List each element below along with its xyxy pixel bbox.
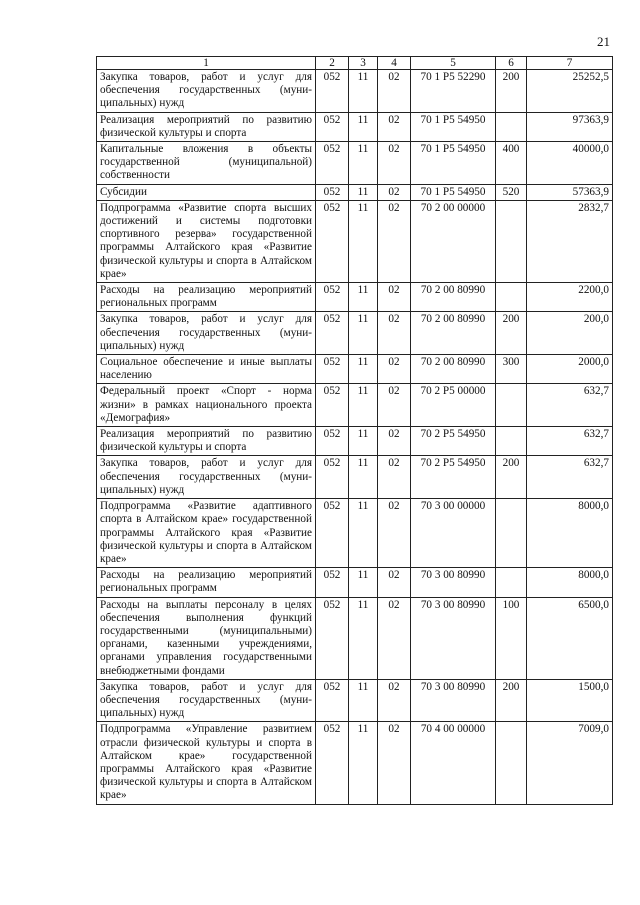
- row-subsection: 02: [378, 355, 411, 384]
- row-ministry-code: 052: [316, 283, 349, 312]
- row-amount: 632,7: [527, 456, 613, 499]
- row-amount: 6500,0: [527, 597, 613, 679]
- row-target-article: 70 3 00 80990: [411, 568, 496, 597]
- table-body: [97, 70, 613, 805]
- row-subsection: 02: [378, 568, 411, 597]
- row-ministry-code: 052: [316, 679, 349, 722]
- row-target-article: 70 3 00 80990: [411, 597, 496, 679]
- row-amount: 25252,5: [527, 70, 613, 113]
- row-subsection: 02: [378, 722, 411, 804]
- row-name: Подпрограмма «Развитие спорта высших достижений и системы подготовки спортивного резерва» государственной программы Алтайского края «Развитие физической культуры и спорта в Алтайском крае»: [97, 200, 316, 282]
- row-section: 11: [349, 283, 378, 312]
- row-target-article: 70 1 Р5 54950: [411, 184, 496, 200]
- row-expense-type: 300: [496, 355, 527, 384]
- row-amount: 200,0: [527, 312, 613, 355]
- row-ministry-code: 052: [316, 722, 349, 804]
- row-name: Реализация мероприятий по развитию физической культуры и спорта: [97, 112, 316, 141]
- row-name: Закупка товаров, работ и услуг для обеспечения государственных (муниципальных) нужд: [97, 679, 316, 722]
- row-name: Закупка товаров, работ и услуг для обеспечения государственных (муниципальных) нужд: [97, 70, 316, 113]
- row-section: 11: [349, 722, 378, 804]
- row-target-article: 70 3 00 00000: [411, 499, 496, 568]
- row-ministry-code: 052: [316, 70, 349, 113]
- row-ministry-code: 052: [316, 499, 349, 568]
- row-amount: 632,7: [527, 427, 613, 456]
- header-col-1: 1: [97, 57, 316, 70]
- row-subsection: 02: [378, 597, 411, 679]
- row-subsection: 02: [378, 456, 411, 499]
- row-subsection: 02: [378, 427, 411, 456]
- row-expense-type: [496, 499, 527, 568]
- row-subsection: 02: [378, 679, 411, 722]
- row-ministry-code: 052: [316, 427, 349, 456]
- row-subsection: 02: [378, 283, 411, 312]
- row-expense-type: [496, 283, 527, 312]
- row-amount: 632,7: [527, 384, 613, 427]
- table-row: [97, 679, 613, 722]
- row-amount: 2000,0: [527, 355, 613, 384]
- row-name: Федеральный проект «Спорт - норма жизни» в рамках национального проекта «Демография»: [97, 384, 316, 427]
- row-name: Закупка товаров, работ и услуг для обеспечения государственных (муниципальных) нужд: [97, 312, 316, 355]
- row-expense-type: 200: [496, 456, 527, 499]
- row-section: 11: [349, 142, 378, 185]
- row-section: 11: [349, 384, 378, 427]
- table-row: [97, 722, 613, 804]
- table-row: [97, 456, 613, 499]
- row-amount: 2832,7: [527, 200, 613, 282]
- row-name: Расходы на реализацию мероприятий региональных программ: [97, 283, 316, 312]
- table-row: [97, 70, 613, 113]
- table-row: [97, 142, 613, 185]
- row-amount: 7009,0: [527, 722, 613, 804]
- table-row: [97, 384, 613, 427]
- row-expense-type: 200: [496, 70, 527, 113]
- row-name: Подпрограмма «Управление развитием отрасли физической культуры и спорта в Алтайском крае» государственной программы Алтайского края «Развитие физической культуры и спорта в Алтайском крае»: [97, 722, 316, 804]
- header-col-2: 2: [316, 57, 349, 70]
- row-target-article: 70 2 Р5 54950: [411, 456, 496, 499]
- budget-table: [96, 56, 613, 805]
- row-expense-type: 400: [496, 142, 527, 185]
- row-ministry-code: 052: [316, 568, 349, 597]
- row-target-article: 70 2 00 80990: [411, 312, 496, 355]
- row-section: 11: [349, 679, 378, 722]
- row-section: 11: [349, 184, 378, 200]
- row-expense-type: 200: [496, 679, 527, 722]
- row-ministry-code: 052: [316, 312, 349, 355]
- row-expense-type: [496, 427, 527, 456]
- page-number: 21: [597, 34, 610, 49]
- row-ministry-code: 052: [316, 384, 349, 427]
- row-expense-type: [496, 384, 527, 427]
- table-row: [97, 597, 613, 679]
- header-row: [97, 57, 613, 70]
- row-name: Подпрограмма «Развитие адаптивного спорта в Алтайском крае» государственной программы Алтайского края «Развитие физической культуры и спорта в Алтайском крае»: [97, 499, 316, 568]
- row-subsection: 02: [378, 200, 411, 282]
- row-expense-type: [496, 112, 527, 141]
- row-subsection: 02: [378, 499, 411, 568]
- row-name: Закупка товаров, работ и услуг для обеспечения государственных (муниципальных) нужд: [97, 456, 316, 499]
- row-name: Реализация мероприятий по развитию физической культуры и спорта: [97, 427, 316, 456]
- header-col-6: 6: [496, 57, 527, 70]
- row-target-article: 70 2 00 00000: [411, 200, 496, 282]
- row-name: Социальное обеспечение и иные выплаты населению: [97, 355, 316, 384]
- row-ministry-code: 052: [316, 142, 349, 185]
- row-amount: 8000,0: [527, 568, 613, 597]
- row-name: Расходы на реализацию мероприятий региональных программ: [97, 568, 316, 597]
- row-section: 11: [349, 568, 378, 597]
- row-amount: 97363,9: [527, 112, 613, 141]
- row-subsection: 02: [378, 184, 411, 200]
- row-ministry-code: 052: [316, 355, 349, 384]
- row-expense-type: 200: [496, 312, 527, 355]
- table-row: [97, 499, 613, 568]
- row-name: Субсидии: [97, 184, 316, 200]
- row-target-article: 70 2 Р5 00000: [411, 384, 496, 427]
- row-target-article: 70 3 00 80990: [411, 679, 496, 722]
- table-row: [97, 427, 613, 456]
- table-row: [97, 283, 613, 312]
- row-subsection: 02: [378, 112, 411, 141]
- row-expense-type: [496, 568, 527, 597]
- row-target-article: 70 1 Р5 54950: [411, 142, 496, 185]
- row-section: 11: [349, 427, 378, 456]
- row-section: 11: [349, 200, 378, 282]
- row-section: 11: [349, 312, 378, 355]
- row-name: Расходы на выплаты персоналу в целях обеспечения выполнения функций государственными (муниципальными) органами, казенными учреждениями, органами управления государственными внебюджетными фондами: [97, 597, 316, 679]
- row-target-article: 70 1 Р5 52290: [411, 70, 496, 113]
- row-amount: 2200,0: [527, 283, 613, 312]
- row-section: 11: [349, 597, 378, 679]
- row-target-article: 70 2 00 80990: [411, 283, 496, 312]
- row-ministry-code: 052: [316, 112, 349, 141]
- row-expense-type: [496, 722, 527, 804]
- table-row: [97, 200, 613, 282]
- row-section: 11: [349, 456, 378, 499]
- row-expense-type: 100: [496, 597, 527, 679]
- row-target-article: 70 4 00 00000: [411, 722, 496, 804]
- row-amount: 57363,9: [527, 184, 613, 200]
- row-target-article: 70 2 Р5 54950: [411, 427, 496, 456]
- row-ministry-code: 052: [316, 200, 349, 282]
- row-name: Капитальные вложения в объекты государственной (муниципальной) собственности: [97, 142, 316, 185]
- row-ministry-code: 052: [316, 184, 349, 200]
- row-section: 11: [349, 355, 378, 384]
- row-expense-type: [496, 200, 527, 282]
- row-target-article: 70 1 Р5 54950: [411, 112, 496, 141]
- table-row: [97, 355, 613, 384]
- row-section: 11: [349, 499, 378, 568]
- header-col-3: 3: [349, 57, 378, 70]
- row-subsection: 02: [378, 142, 411, 185]
- row-amount: 1500,0: [527, 679, 613, 722]
- row-expense-type: 520: [496, 184, 527, 200]
- row-subsection: 02: [378, 70, 411, 113]
- row-ministry-code: 052: [316, 597, 349, 679]
- row-ministry-code: 052: [316, 456, 349, 499]
- header-col-4: 4: [378, 57, 411, 70]
- row-subsection: 02: [378, 312, 411, 355]
- row-target-article: 70 2 00 80990: [411, 355, 496, 384]
- table-row: [97, 568, 613, 597]
- row-section: 11: [349, 70, 378, 113]
- row-amount: 40000,0: [527, 142, 613, 185]
- row-subsection: 02: [378, 384, 411, 427]
- row-section: 11: [349, 112, 378, 141]
- table-row: [97, 112, 613, 141]
- table-row: [97, 312, 613, 355]
- table-row: [97, 184, 613, 200]
- header-col-5: 5: [411, 57, 496, 70]
- row-amount: 8000,0: [527, 499, 613, 568]
- header-col-7: 7: [527, 57, 613, 70]
